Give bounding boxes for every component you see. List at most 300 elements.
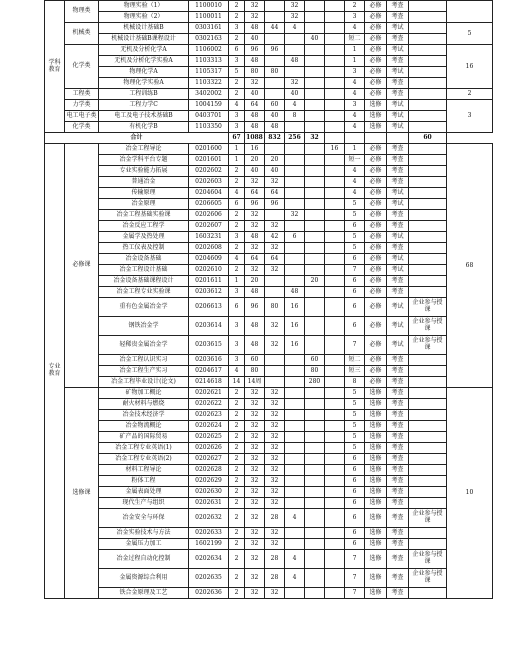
course-type: 选修 [365,588,387,599]
subcategory-cell: 必修课 [65,144,99,388]
course-note [409,539,447,550]
course-lab-hours [285,199,305,210]
course-lecture-hours: 32 [265,588,285,599]
course-practice-hours [305,100,325,111]
course-assessment: 考查 [387,276,409,287]
table-row [45,12,493,23]
course-semester: 6 [345,498,365,509]
course-lecture-hours: 32 [265,539,285,550]
table-row [45,254,493,265]
course-note: 企业参与授课 [409,509,447,528]
course-assessment: 考查 [387,287,409,298]
course-lecture-hours: 80 [265,298,285,317]
course-practice-hours [305,265,325,276]
course-type: 必修 [365,34,387,45]
course-semester: 6 [345,298,365,317]
course-hours: 20 [245,276,265,287]
course-practice-hours: 40 [305,34,325,45]
course-assessment: 考查 [387,243,409,254]
course-lecture-hours: 64 [265,254,285,265]
course-lab-hours [285,355,305,366]
course-hours: 32 [245,78,265,89]
course-assessment: 考查 [387,144,409,155]
course-assessment: 考查 [387,388,409,399]
course-lecture-hours: 32 [265,399,285,410]
course-type: 必修 [365,355,387,366]
course-name: 粉体工程 [99,476,189,487]
course-type: 必修 [365,243,387,254]
course-note [409,432,447,443]
course-practice-hours [305,569,325,588]
course-name: 重有色金属冶金学 [99,298,189,317]
course-lab-hours [285,498,305,509]
course-practice-hours [305,56,325,67]
course-name: 无机及分析化学实验A [99,56,189,67]
course-other-hours [325,23,345,34]
course-credits: 2 [229,265,245,276]
course-practice-hours [305,122,325,133]
course-other-hours [325,100,345,111]
course-lab-hours [285,476,305,487]
course-assessment: 考查 [387,166,409,177]
course-credits: 1 [229,276,245,287]
course-note [409,388,447,399]
course-note [409,221,447,232]
total-blank [365,133,387,144]
course-hours: 32 [245,528,265,539]
course-assessment: 考试 [387,45,409,56]
course-lab-hours [285,265,305,276]
table-row [45,443,493,454]
curriculum-table [44,0,493,599]
course-hours: 32 [245,509,265,528]
course-lecture-hours: 20 [265,155,285,166]
course-note [409,476,447,487]
course-assessment: 考查 [387,498,409,509]
course-credits: 2 [229,177,245,188]
course-practice-hours [305,243,325,254]
course-type: 选修 [365,476,387,487]
course-type: 必修 [365,199,387,210]
course-assessment: 考试 [387,199,409,210]
course-credits: 4 [229,254,245,265]
course-hours: 40 [245,166,265,177]
course-name: 冶金过程自动化控制 [99,550,189,569]
table-row [45,265,493,276]
course-name: 冶金工程专业英语(1) [99,443,189,454]
course-practice-hours: 80 [305,366,325,377]
course-assessment: 考试 [387,265,409,276]
total-blank [387,133,409,144]
course-lab-hours [285,366,305,377]
course-code: 1100011 [189,12,229,23]
course-assessment: 考查 [387,487,409,498]
course-lab-hours: 32 [285,12,305,23]
course-hours: 48 [245,56,265,67]
course-semester: 3 [345,12,365,23]
course-credits: 2 [229,454,245,465]
course-hours: 32 [245,12,265,23]
course-assessment: 考试 [387,336,409,355]
course-lecture-hours: 32 [265,465,285,476]
course-credits: 2 [229,399,245,410]
course-code: 0202629 [189,476,229,487]
course-practice-hours [305,550,325,569]
course-credits: 6 [229,199,245,210]
course-note: 企业参与授课 [409,550,447,569]
course-name: 专业实验能力拓展 [99,166,189,177]
course-hours: 96 [245,199,265,210]
course-lab-hours: 48 [285,56,305,67]
course-type: 必修 [365,166,387,177]
course-type: 必修 [365,1,387,12]
course-code: 0202632 [189,509,229,528]
course-code: 0403701 [189,111,229,122]
course-lab-hours: 6 [285,232,305,243]
course-hours: 32 [245,210,265,221]
course-lecture-hours [265,355,285,366]
course-credits: 2 [229,421,245,432]
course-note [409,100,447,111]
course-semester: 6 [345,454,365,465]
course-lab-hours [285,465,305,476]
course-note [409,34,447,45]
course-credits: 2 [229,498,245,509]
table-row [45,498,493,509]
course-code: 0202626 [189,443,229,454]
total-label: 合计 [45,133,229,144]
table-row [45,111,493,122]
course-code: 0202603 [189,177,229,188]
course-practice-hours [305,298,325,317]
course-lab-hours [285,155,305,166]
course-lab-hours [285,276,305,287]
course-code: 0203612 [189,287,229,298]
course-other-hours [325,454,345,465]
course-semester: 5 [345,410,365,421]
course-assessment: 考查 [387,78,409,89]
course-other-hours [325,317,345,336]
course-code: 0202636 [189,588,229,599]
course-code: 0201611 [189,276,229,287]
total-lecture: 832 [265,133,285,144]
course-other-hours [325,388,345,399]
course-semester: 7 [345,588,365,599]
course-hours: 32 [245,410,265,421]
course-type: 选修 [365,111,387,122]
course-name: 冶金工程专业英语(2) [99,454,189,465]
course-lab-hours: 16 [285,317,305,336]
course-lab-hours [285,122,305,133]
course-name: 冶金工程专业实验课 [99,287,189,298]
course-hours: 64 [245,188,265,199]
course-note [409,410,447,421]
course-practice-hours [305,89,325,100]
course-hours: 32 [245,177,265,188]
course-other-hours [325,155,345,166]
course-practice-hours [305,336,325,355]
course-other-hours [325,550,345,569]
course-type: 必修 [365,188,387,199]
course-lecture-hours: 32 [265,388,285,399]
course-code: 1100010 [189,1,229,12]
course-type: 选修 [365,487,387,498]
course-type: 选修 [365,100,387,111]
course-lab-hours: 16 [285,336,305,355]
course-practice-hours [305,177,325,188]
course-code: 0302163 [189,34,229,45]
course-other-hours [325,476,345,487]
table-row [45,34,493,45]
table-row [45,276,493,287]
course-code: 0202621 [189,388,229,399]
course-other-hours [325,399,345,410]
course-code: 0206613 [189,298,229,317]
course-other-hours [325,188,345,199]
course-other-hours [325,232,345,243]
course-hours: 16 [245,144,265,155]
course-lecture-hours: 32 [265,221,285,232]
course-credits: 2 [229,588,245,599]
course-lecture-hours: 32 [265,443,285,454]
course-credits: 2 [229,528,245,539]
course-semester: 短三 [345,366,365,377]
course-name: 工程训练B [99,89,189,100]
total-credits: 67 [229,133,245,144]
course-name: 机械设计基础B课程设计 [99,34,189,45]
course-semester: 5 [345,232,365,243]
course-lab-hours: 48 [285,287,305,298]
course-lecture-hours: 60 [265,100,285,111]
course-credits: 3 [229,232,245,243]
course-semester: 6 [345,509,365,528]
course-lecture-hours [265,276,285,287]
course-note [409,232,447,243]
subcategory-cell: 化学类 [65,45,99,89]
course-note [409,177,447,188]
course-other-hours [325,45,345,56]
course-lecture-hours: 32 [265,476,285,487]
course-lab-hours: 4 [285,569,305,588]
course-hours: 32 [245,539,265,550]
course-semester: 6 [345,276,365,287]
course-assessment: 考查 [387,432,409,443]
course-semester: 4 [345,188,365,199]
total-row [45,133,493,144]
course-lecture-hours [265,56,285,67]
course-code: 1105317 [189,67,229,78]
course-name: 金属压力加工 [99,539,189,550]
course-type: 选修 [365,569,387,588]
table-row [45,399,493,410]
course-assessment: 考试 [387,23,409,34]
course-lecture-hours: 44 [265,23,285,34]
course-hours: 32 [245,1,265,12]
course-hours: 64 [245,254,265,265]
course-semester: 4 [345,78,365,89]
course-practice-hours [305,221,325,232]
course-assessment: 考查 [387,476,409,487]
course-practice-hours [305,199,325,210]
course-practice-hours [305,454,325,465]
table-row [45,287,493,298]
course-credits: 5 [229,67,245,78]
course-semester: 7 [345,569,365,588]
course-code: 0206605 [189,199,229,210]
course-practice-hours [305,78,325,89]
course-assessment: 考查 [387,550,409,569]
table-row [45,298,493,317]
course-code: 0202610 [189,265,229,276]
course-name: 普通冶金 [99,177,189,188]
course-type: 选修 [365,399,387,410]
course-assessment: 考查 [387,539,409,550]
course-lecture-hours [265,34,285,45]
table-row [45,377,493,388]
course-assessment: 考试 [387,100,409,111]
course-semester: 短二 [345,34,365,45]
course-type: 必修 [365,265,387,276]
course-practice-hours [305,498,325,509]
course-practice-hours [305,155,325,166]
course-note [409,23,447,34]
course-name: 冶金学科平台专题 [99,155,189,166]
course-credits: 2 [229,388,245,399]
course-other-hours [325,34,345,45]
course-credits: 2 [229,1,245,12]
course-other-hours [325,569,345,588]
course-note [409,498,447,509]
course-credits: 6 [229,298,245,317]
course-credits: 3 [229,355,245,366]
course-name: 冶金工程毕业设计(论文) [99,377,189,388]
course-credits: 1 [229,155,245,166]
table-row [45,78,493,89]
course-name: 工程力学C [99,100,189,111]
course-practice-hours [305,421,325,432]
course-lecture-hours [265,210,285,221]
course-name: 热工仪表及控制 [99,243,189,254]
course-name: 轻稀贵金属冶金学 [99,336,189,355]
course-hours: 48 [245,23,265,34]
course-name: 有机化学B [99,122,189,133]
course-lab-hours: 4 [285,550,305,569]
course-lecture-hours: 96 [265,199,285,210]
course-hours: 40 [245,34,265,45]
course-lab-hours [285,454,305,465]
course-other-hours [325,355,345,366]
course-lecture-hours: 32 [265,421,285,432]
course-type: 选修 [365,454,387,465]
course-type: 必修 [365,78,387,89]
course-type: 选修 [365,509,387,528]
course-credits: 2 [229,410,245,421]
course-name: 机械设计基础B [99,23,189,34]
course-semester: 6 [345,287,365,298]
course-note [409,199,447,210]
course-semester: 5 [345,432,365,443]
course-credits: 1 [229,144,245,155]
course-note [409,254,447,265]
course-type: 选修 [365,498,387,509]
course-assessment: 考查 [387,34,409,45]
course-code: 0202634 [189,550,229,569]
course-practice-hours [305,410,325,421]
course-lecture-hours: 32 [265,177,285,188]
course-semester: 6 [345,317,365,336]
course-code: 0202602 [189,166,229,177]
course-practice-hours [305,443,325,454]
course-semester: 3 [345,67,365,78]
course-credits: 3 [229,287,245,298]
course-credits: 3 [229,111,245,122]
course-other-hours [325,336,345,355]
course-practice-hours [305,388,325,399]
course-practice-hours [305,588,325,599]
course-assessment: 考试 [387,232,409,243]
course-code: 0203614 [189,317,229,336]
course-lecture-hours [265,366,285,377]
course-assessment: 考查 [387,410,409,421]
course-credits: 2 [229,34,245,45]
course-semester: 5 [345,399,365,410]
course-assessment: 考查 [387,155,409,166]
table-row [45,317,493,336]
course-semester: 短二 [345,355,365,366]
course-other-hours [325,276,345,287]
course-hours: 40 [245,89,265,100]
course-assessment: 考查 [387,399,409,410]
course-hours: 14周 [245,377,265,388]
course-type: 必修 [365,67,387,78]
table-row [45,410,493,421]
course-lecture-hours: 32 [265,410,285,421]
course-assessment: 考查 [387,528,409,539]
course-name: 冶金工程设计基础 [99,265,189,276]
course-assessment: 考查 [387,12,409,23]
course-type: 选修 [365,465,387,476]
course-type: 选修 [365,388,387,399]
course-note [409,122,447,133]
course-code: 1602199 [189,539,229,550]
course-note [409,78,447,89]
course-name: 冶金原理 [99,199,189,210]
course-lecture-hours: 28 [265,569,285,588]
table-row [45,588,493,599]
course-other-hours [325,539,345,550]
course-lab-hours [285,45,305,56]
course-practice-hours [305,317,325,336]
course-name: 冶金设备基础 [99,254,189,265]
course-note [409,45,447,56]
course-lab-hours [285,421,305,432]
course-lecture-hours: 96 [265,45,285,56]
table-row [45,355,493,366]
course-hours: 32 [245,550,265,569]
table-row [45,569,493,588]
table-row [45,155,493,166]
course-credits: 2 [229,432,245,443]
course-name: 耐火材料与燃烧 [99,399,189,410]
total-blank [345,133,365,144]
course-practice-hours [305,539,325,550]
course-other-hours [325,366,345,377]
course-other-hours [325,254,345,265]
course-code: 0201601 [189,155,229,166]
course-semester: 4 [345,122,365,133]
course-lab-hours [285,410,305,421]
course-other-hours [325,421,345,432]
